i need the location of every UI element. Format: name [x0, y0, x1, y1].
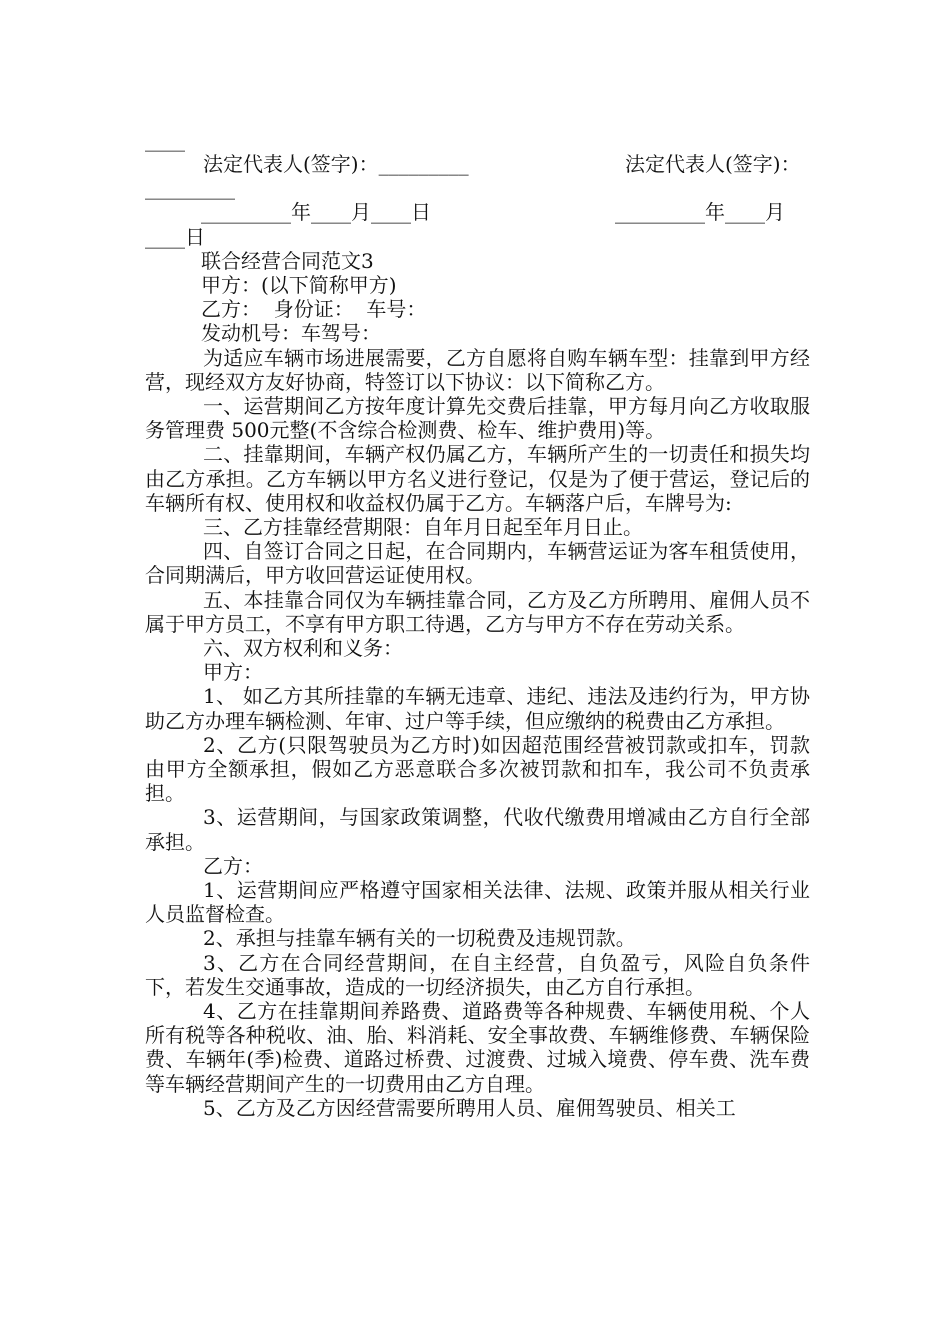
- party-a-line: 甲方：(以下简称甲方): [201, 272, 397, 297]
- clause-4: 四、自签订合同之日起，在合同期内，车辆营运证为客车租赁使用，合同期满后，甲方收回营运证使用权。: [145, 539, 810, 588]
- party-a-item-2: 2、乙方(只限驾驶员为乙方时)如因超范围经营被罚款或扣车，罚款由甲方全额承担，假如乙方恶意联合多次被罚款和扣车，我公司不负责承担。: [145, 732, 810, 806]
- party-b-heading: 乙方：: [203, 853, 263, 878]
- party-b-date: _________年____月: [615, 200, 785, 225]
- party-b-item-4: 4、乙方在挂靠期间养路费、道路费等各种规费、车辆使用税、个人所有税等各种税收、油、胎、料消耗、安全事故费、车辆维修费、车辆保险费、车辆年(季)检费、道路过桥费、过渡费、过城入境费、停车费、洗车费等车辆经营期间产生的一切费用由乙方自理。: [145, 998, 810, 1096]
- party-b-line: 乙方： 身份证： 车号：: [201, 297, 427, 322]
- preamble-paragraph: 为适应车辆市场进展需要，乙方自愿将自购车辆车型：挂靠到甲方经营，现经双方友好协商，特签订以下协议：以下简称乙方。: [145, 345, 810, 394]
- party-b-item-3: 3、乙方在合同经营期间，在自主经营，自负盈亏，风险自负条件下，若发生交通事故，造成的一切经济损失，由乙方自行承担。: [145, 950, 810, 999]
- party-b-item-1: 1、运营期间应严格遵守国家相关法律、法规、政策并服从相关行业人员监督检查。: [145, 877, 810, 927]
- party-a-item-1: 1、 如乙方其所挂靠的车辆无违章、违纪、违法及违约行为，甲方协助乙方办理车辆检测、年审、过户等手续，但应缴纳的税费由乙方承担。: [145, 684, 810, 733]
- clause-2: 二、挂靠期间，车辆产权仍属乙方，车辆所产生的一切责任和损失均由乙方承担。乙方车辆以甲方名义进行登记，仅是为了便于营运，登记后的车辆所有权、使用权和收益权仍属于乙方。车辆落户后，车牌号为:: [145, 442, 810, 515]
- date-row: [145, 200, 810, 224]
- party-a-heading: 甲方：: [203, 660, 263, 685]
- signature-continuation-rule: _________: [145, 176, 235, 201]
- contract-page: [145, 128, 810, 1120]
- clause-3: 三、乙方挂靠经营期限：自年月日起至年月日止。: [203, 514, 643, 539]
- clause-1: 一、运营期间乙方按年度计算先交费后挂靠，甲方每月向乙方收取服务管理费 500元整(不含综合检测费、检车、维护费用)等。: [145, 393, 810, 443]
- party-b-item-2: 2、承担与挂靠车辆有关的一切税费及违规罚款。: [203, 926, 636, 951]
- top-rule: ____: [145, 128, 185, 152]
- party-a-date: _________年____月____日: [201, 200, 431, 225]
- party-a-item-3: 3、运营期间，与国家政策调整，代收代缴费用增减由乙方自行全部承担。: [145, 805, 810, 854]
- engine-number-line: 发动机号：车驾号：: [201, 321, 381, 346]
- date-continuation: ____日: [145, 224, 205, 249]
- document-title: 联合经营合同范文3: [201, 248, 374, 273]
- signature-row: [145, 152, 810, 176]
- clause-6-heading: 六、双方权利和义务：: [203, 635, 403, 660]
- party-a-representative-signature: 法定代表人(签字)：_________: [203, 152, 469, 176]
- party-b-item-5: 5、乙方及乙方因经营需要所聘用人员、雇佣驾驶员、相关工: [203, 1095, 736, 1120]
- clause-5: 五、本挂靠合同仅为车辆挂靠合同，乙方及乙方所聘用、雇佣人员不属于甲方员工，不享有甲方职工待遇，乙方与甲方不存在劳动关系。: [145, 587, 810, 636]
- party-b-representative-signature: 法定代表人(签字)：: [625, 152, 801, 176]
